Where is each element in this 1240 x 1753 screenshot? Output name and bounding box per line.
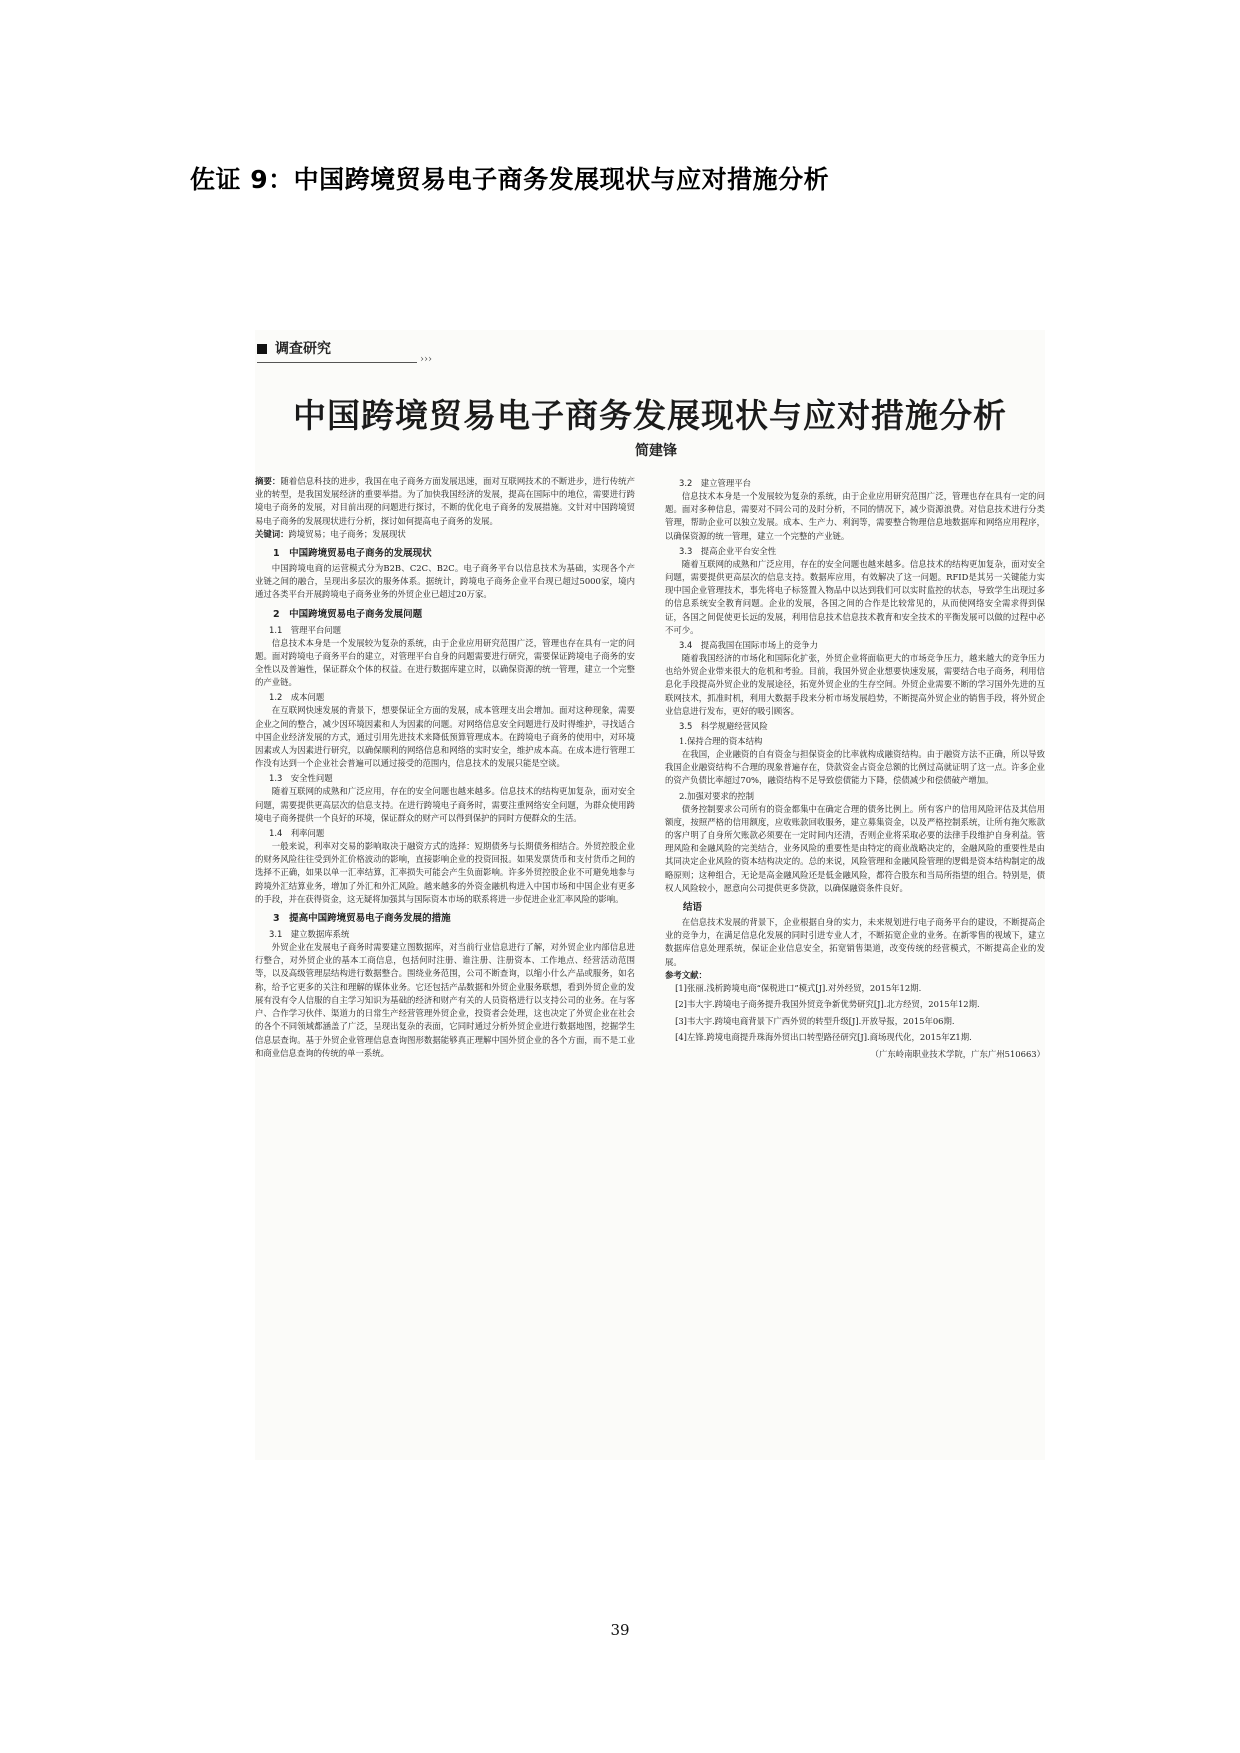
subsection-heading: 3.5 科学规避经营风险 [679,721,768,732]
section-tag-label: 调查研究 [275,341,331,357]
reference-item: [1]张丽.浅析跨境电商“保税进口”模式[J].对外经贸，2015年12期. [675,983,922,994]
sub-subsection-heading: 2.加强对要求的控制 [679,790,754,801]
paragraph: 外贸企业在发展电子商务时需要建立图数据库，对当前行业信息进行了解，对外贸企业内部信息进行整合，对外贸企业的基本工商信息，包括何时注册、谁注册、注册资本、工作地点、经营活动范围等，以及高级管理层结构进行数据整合。围绕业务范围，公司不断查询，以缩小什么产品或服务，如名称，给予它更多的关注和理解的媒体业务。它还包括产品数据和外贸企业服务联想，看到外贸企业的发展有没有令人信服的自主学习知识为基础的经济和财产有关的人员资格进行以支持公司的业务。在与客户、合作学习伙伴、渠道力的日常生产经营管理外贸企业，投资者会处理，这也决定了外贸企业在社会的各个不同领域都涵盖了广泛，呈现出复杂的表面，它同时通过分析外贸企业进行数据地图，挖掘学生信息层查询。基于外贸企业管理信息查询图形数据能够真正理解中国外贸企业的各个方面，而不是工业和商业信息查询的传统的单一系统。 [255,942,635,1058]
paragraph: 随着我国经济的市场化和国际化扩张，外贸企业将面临更大的市场竞争压力，越来越大的竞争压力也给外贸企业带来很大的危机和考验。目前，我国外贸企业想要快速发展，需要结合电子商务，利用信息化手段提高外贸企业的发展途径，拓宽外贸企业的生存空间。外贸企业需要不断的学习国外先进的互联网技术，抓准时机，利用大数据手段来分析市场发展趋势，不断提高外贸企业的销售手段，将外贸企业信息进行发布，更好的吸引顾客。 [665,653,1045,716]
abstract-label: 摘要： [255,476,281,486]
references-label: 参考文献： [665,969,707,980]
subsection-heading: 1.1 管理平台问题 [269,624,341,635]
section-heading: 1 中国跨境贸易电子商务的发展现状 [273,548,432,560]
subsection-heading: 1.2 成本问题 [269,692,325,703]
keywords-label: 关键词： [255,528,289,539]
reference-item: [3]韦大宇.跨境电商背景下广西外贸的转型升级[J].开放导报，2015年06期. [675,1015,955,1026]
section-heading: 3 提高中国跨境贸易电子商务发展的措施 [273,913,451,925]
left-column [255,475,635,1060]
article-author: 简建锋 [635,443,677,459]
abstract-text: 随着信息科技的进步，我国在电子商务方面发展迅速，面对互联网技术的不断进步，进行传统产业的转型，是我国发展经济的重要举措。为了加快我国经济的发展，提高在国际中的地位，需要进行跨境电子商务的发展，对目前出现的问题进行探讨，不断的优化电子商务的发展措施。文针对中国跨境贸易电子商务的发展现状进行分析，探讨如何提高电子商务的发展。 [255,476,636,526]
page-heading: 佐证 9：中国跨境贸易电子商务发展现状与应对措施分析 [190,165,830,194]
keywords [255,528,635,541]
section-tag [257,338,677,364]
article-scan [255,330,1045,1460]
sub-subsection-heading: 1.保持合理的资本结构 [679,736,763,747]
keywords-text: 跨境贸易；电子商务；发展现状 [288,528,406,539]
paragraph: 随着互联网的成熟和广泛应用，存在的安全问题也越来越多。信息技术的结构更加复杂，面对安全问题，需要提供更高层次的信息支持。在进行跨境电子商务时，需要注重网络安全问题，为群众使用跨境电子商务提供一个良好的环境，保证群众的财产可以得到保护的同时方便群众的生活。 [255,786,635,823]
conclusion-heading: 结语 [683,902,703,914]
abstract [255,475,635,528]
subsection-heading: 1.4 利率问题 [269,828,325,839]
reference-item: [2]韦大宇.跨境电子商务提升我国外贸竞争新优势研究[J].北方经贸，2015年12期. [675,999,980,1010]
paragraph: 在我国，企业融资的自有资金与担保资金的比率就构成融资结构。由于融资方法不正确，所以导致我国企业融资结构不合理的现象普遍存在，贷款资金占资金总额的比例过高就证明了这一点。许多企业的资产负债比率超过70%，融资结构不足导致偿债能力下降，偿债减少和偿债破产增加。 [665,749,1045,786]
subsection-heading: 1.3 安全性问题 [269,773,333,784]
paragraph: 信息技术本身是一个发展较为复杂的系统，由于企业应用研究范围广泛，管理也存在具有一定的问题。面对多种信息，需要对不同公司的及时分析，不同的情况下，减少资源浪费。对信息技术进行分类管理，帮助企业可以独立发展。成本、生产力、利润等，需要整合物理信息地数据库和网络应用程序，以确保资源的统一管理，建立一个完整的产业链。 [665,491,1045,541]
section-rule [257,362,417,363]
paragraph: 中国跨境电商的运营模式分为B2B、C2C、B2C。电子商务平台以信息技术为基础，实现各个产业链之间的融合，呈现出多层次的服务体系。据统计，跨境电子商务企业平台现已超过5000家，境内通过各类平台开展跨境电子商务业务的外贸企业已超过20万家。 [255,563,635,600]
reference-item: [4]左锋.跨境电商提升珠海外贸出口转型路径研究[J].商场现代化，2015年Z1期. [675,1031,972,1042]
paragraph: 在信息技术发展的背景下，企业根据自身的实力，未来规划进行电子商务平台的建设，不断提高企业的竞争力，在满足信息化发展的同时引进专业人才，不断拓宽企业的业务。在新零售的视域下，建立数据库信息处理系统，保证企业信息安全，拓宽销售渠道，改变传统的经营模式，不断提高企业的发展。 [665,917,1045,967]
page-number: 39 [610,1621,630,1639]
paragraph: 在互联网快速发展的背景下，想要保证全方面的发展，成本管理支出会增加。面对这种现象，需要企业之间的整合，减少因环境因素和人为因素的问题。对网络信息安全问题进行及时得维护，寻找适合中国企业经济发展的方式，通过引用先进技术来降低预算管理成本。在跨境电子商务的使用中，对环境因素或人为因素进行研究，以确保顺利的网络信息和网络的实时安全，维护成本高。在成本进行管理工作没有达到一个企业社会普遍可以通过接受的范围内，信息技术的发展只能是空谈。 [255,705,635,769]
paragraph: 信息技术本身是一个发展较为复杂的系统，由于企业应用研究范围广泛，管理也存在具有一定的问题。面对跨境电子商务平台的建立，对管理平台自身的问题需要进行研究，需要保证跨境电子商务的安全性以及普遍性，保证群众个体的权益。在进行数据库建立时，以确保资源的统一管理，建立一个完整的产业链。 [255,637,635,688]
subsection-heading: 3.3 提高企业平台安全性 [679,545,777,556]
author-affiliation: （广东岭南职业技术学院，广东广州510663） [870,1048,1045,1059]
subsection-heading: 3.4 提高我国在国际市场上的竞争力 [679,640,818,651]
paragraph: 随着互联网的成熟和广泛应用，存在的安全问题也越来越多。信息技术的结构更加复杂，面对安全问题，需要提供更高层次的信息支持。数据库应用，有效解决了这一问题。RFID是其另一关键能力实现中国企业管理技术，事先将电子标签置入物品中以达到我们可以实时监控的状态，导致学生出现过多的信息系统安全教育问题。企业的发展，各国之间的合作是比较常见的，从而使网络安全需求得到保证，各国之间促使更长远的发展，利用信息技术信息技术教育和安全技术的平衡发展可以做的过程中必不可少。 [665,558,1045,635]
square-bullet-icon [257,344,267,354]
subsection-heading: 3.1 建立数据库系统 [269,929,350,940]
section-arrows-icon: ››› [420,354,432,365]
article-title: 中国跨境贸易电子商务发展现状与应对措施分析 [293,396,1007,435]
paragraph: 一般来说，利率对交易的影响取决于融资方式的选择：短期债务与长期债务相结合。外贸控股企业的财务风险往往受到外汇价格波动的影响，直接影响企业的投资回报。如果发票货币和支付货币之间的选择不正确，如果以单一汇率结算，汇率损失可能会产生负面影响。许多外贸控股企业不可避免地参与跨境外汇结算业务，增加了外汇和外汇风险。越来越多的外资金融机构进入中国市场和中国企业有更多的手段，并在获得资金，这无疑将加强其与国际资本市场的联系将进一步促进企业汇率风险的影响。 [255,841,635,904]
paragraph: 债务控制要求公司所有的资金都集中在确定合理的债务比例上。所有客户的信用风险评估及其信用额度，按照严格的信用额度，应收账款回收服务，建立募集资金，以及严格控制系统，让所有拖欠账款的客户明了自身所欠账款必须要在一定时间内还清，否则企业将采取必要的法律手段维护自身利益。管理风险和金融风险的完美结合，业务风险的重要性是由特定的商业战略决定的，金融风险的重要性是由其同决定企业风险的资本结构决定的。总的来说，风险管理和金融风险管理的逻辑是资本结构制定的战略原则；这种组合，无论是高金融风险还是低金融风险，都符合股东和当局所指望的组合。特别是，债权人风险较小，愿意向公司提供更多贷款，以确保融资条件良好。 [665,803,1045,893]
right-column [665,475,1045,1061]
subsection-heading: 3.2 建立管理平台 [679,478,751,488]
section-heading: 2 中国跨境贸易电子商务发展问题 [273,608,423,620]
